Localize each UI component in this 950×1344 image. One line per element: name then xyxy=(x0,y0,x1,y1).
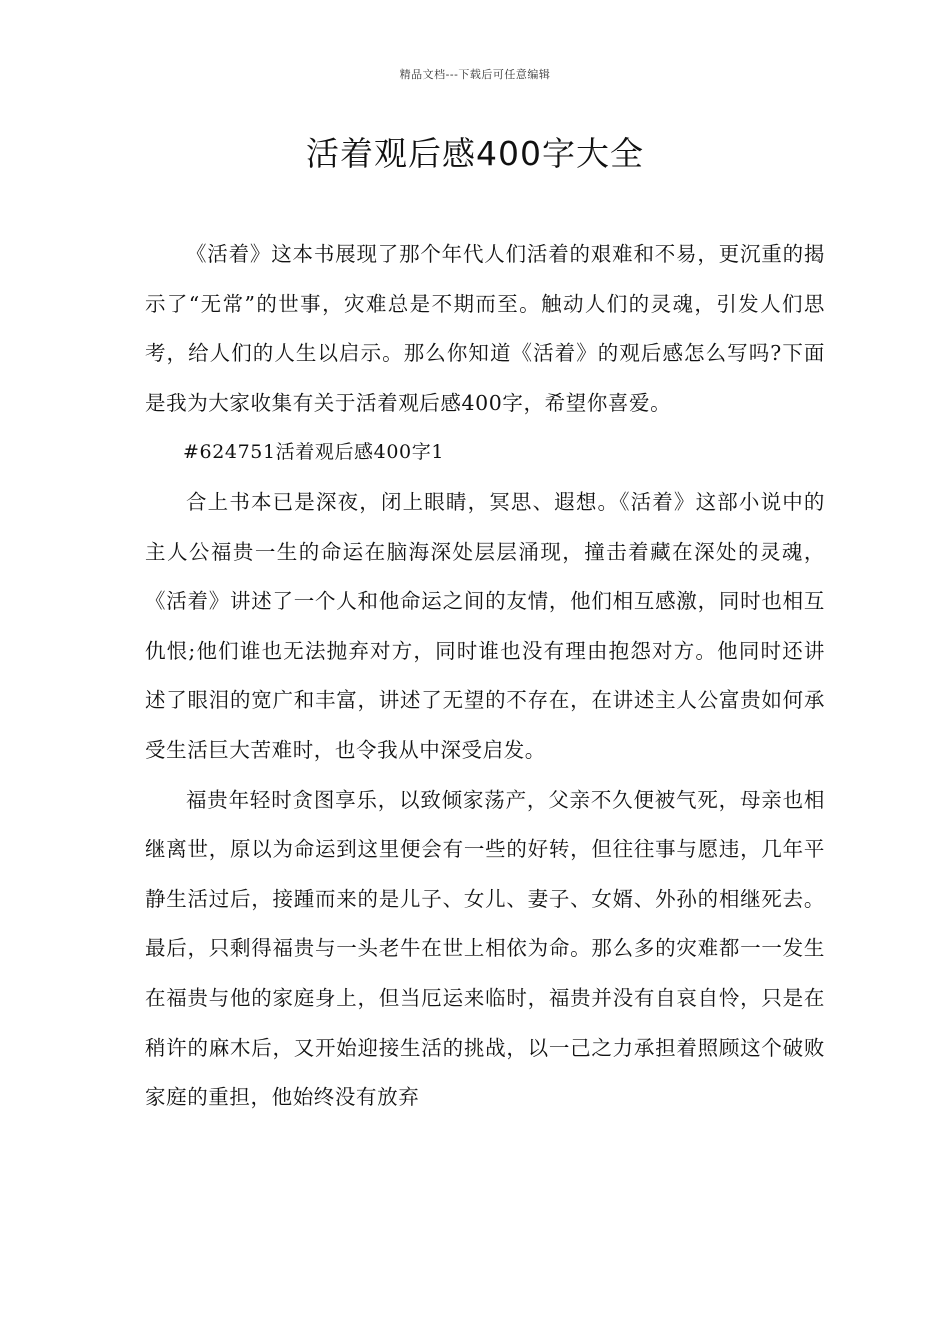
section-heading: #624751活着观后感400字1 xyxy=(183,441,445,464)
body-paragraph: 福贵年轻时贪图享乐，以致倾家荡产，父亲不久便被气死，母亲也相继离世，原以为命运到这里便会有一些的好转，但往往事与愿违，几年平静生活过后，接踵而来的是儿子、女儿、妻子、女婿、外孙的相继死去。最后，只剩得福贵与一头老牛在世上相依为命。那么多的灾难都一一发生在福贵与他的家庭身上，但当厄运来临时，福贵并没有自哀自怜，只是在稍许的麻木后，又开始迎接生活的挑战，以一己之力承担着照顾这个破败家庭的重担，他始终没有放弃 xyxy=(145,787,825,1110)
header-note: 精品文档---下载后可任意编辑 xyxy=(399,68,551,81)
page-title: 活着观后感400字大全 xyxy=(306,134,644,173)
intro-paragraph: 《活着》这本书展现了那个年代人们活着的艰难和不易，更沉重的揭示了“无常”的世事，灾难总是不期而至。触动人们的灵魂，引发人们思考，给人们的人生以启示。那么你知道《活着》的观后感怎么写吗?下面是我为大家收集有关于活着观后感400字，希望你喜爱。 xyxy=(145,242,825,415)
body-paragraph: 合上书本已是深夜，闭上眼睛，冥思、遐想。《活着》这部小说中的主人公福贵一生的命运在脑海深处层层涌现，撞击着藏在深处的灵魂，《活着》讲述了一个人和他命运之间的友情，他们相互感激，同时也相互仇恨;他们谁也无法抛弃对方，同时谁也没有理由抱怨对方。他同时还讲述了眼泪的宽广和丰富，讲述了无望的不存在，在讲述主人公富贵如何承受生活巨大苦难时，也令我从中深受启发。 xyxy=(145,489,825,762)
document-body xyxy=(145,230,825,1123)
